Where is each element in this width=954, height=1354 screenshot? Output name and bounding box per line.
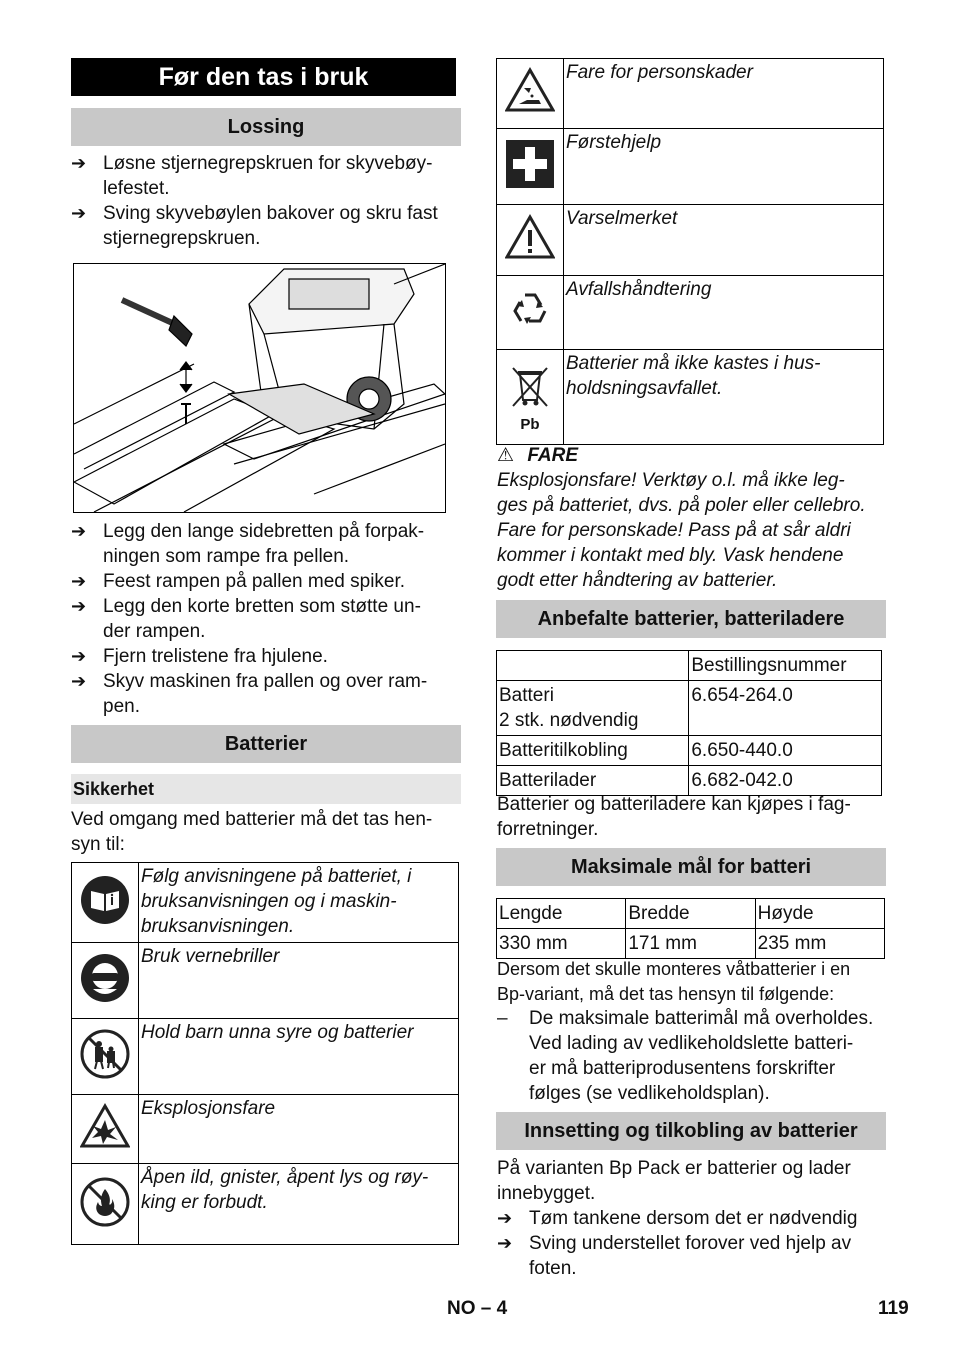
list-item [71,669,461,719]
icon-label: Pb [520,416,540,433]
symbol-row [72,1164,459,1245]
table-cell: 6.654-264.0 [689,681,882,736]
symbol-row [497,205,884,276]
safety-intro: Ved omgang med batterier må det tas hen- syn til: [71,809,433,855]
safety-symbols-table [71,862,459,1245]
table-cell: Batteri 2 stk. nødvendig [497,681,689,736]
table-row [497,766,882,796]
symbol-row [497,129,884,205]
recycle-icon [497,285,563,340]
warning-triangle-icon: ⚠ [497,445,515,466]
symbol-row [497,350,884,445]
list-item [71,151,461,201]
list-item-text: Feest rampen på pallen med spiker. [103,571,406,592]
table-row [497,651,882,681]
section-label: NO – 4 [447,1298,508,1319]
page-title: Før den tas i bruk [71,58,456,96]
manual-book-icon [72,875,138,930]
symbol-text: Fare for personskader [564,59,884,129]
symbol-row [497,59,884,129]
table-cell: Batteritilkobling [497,736,689,766]
table-cell: Bestillingsnummer [689,651,882,681]
first-aid-icon [497,139,563,194]
list-item [71,644,461,669]
table-cell: Høyde [755,899,884,929]
symbol-text: Varselmerket [564,205,884,276]
keep-children-away-icon [72,1029,138,1084]
symbol-text: Følg anvisningene på batteriet, i bruksanvisningen og i maskin- bruksanvisningen. [139,863,459,943]
list-item-text: Tøm tankene dersom det er nødvendig [529,1208,858,1229]
arrow-icon: ➔ [497,1208,513,1228]
table-row [497,736,882,766]
list-item [497,1231,889,1281]
table-cell [497,651,689,681]
arrow-icon: ➔ [71,521,87,541]
heading-maks: Maksimale mål for batteri [496,848,886,886]
symbol-row [72,863,459,943]
arrow-icon: ➔ [71,571,87,591]
table-row [497,899,885,929]
fare-label-row [497,443,578,468]
symbol-text: Avfallshåndtering [564,276,884,350]
dimensions-table [496,898,885,959]
symbol-text: Førstehjelp [564,129,884,205]
table-cell: 6.650-440.0 [689,736,882,766]
heading-batterier: Batterier [71,725,461,763]
list-item-text: Skyv maskinen fra pallen og over ram- pen. [103,671,428,717]
symbol-text: Eksplosjonsfare [139,1095,459,1164]
arrow-icon: ➔ [71,203,87,223]
dash-marker: – [497,1008,508,1029]
fare-label: FARE [527,445,579,466]
heading-sikkerhet: Sikkerhet [71,774,461,804]
crossed-bin-icon [497,362,563,417]
list-item-text: Sving understellet forover ved hjelp av foten. [529,1233,852,1279]
list-item-text: Løsne stjernegrepskruen for skyvebøy- lefestet. [103,153,433,199]
table-cell: Lengde [497,899,626,929]
list-item [71,519,461,569]
safety-goggles-icon [72,953,138,1008]
table-cell: 330 mm [497,929,626,959]
unloading-illustration [73,263,446,513]
parts-table [496,650,882,796]
page-number: 119 [878,1298,909,1319]
heading-anbefalte: Anbefalte batterier, batteriladere [496,600,886,638]
table-cell: 6.682-042.0 [689,766,882,796]
corrosive-hazard-icon [497,66,563,121]
arrow-icon: ➔ [71,596,87,616]
symbol-row [72,1095,459,1164]
explosion-hazard-icon [72,1102,138,1157]
dims-note: Dersom det skulle monteres våtbatterier i en Bp-variant, må det tas hensyn til følgende: [497,959,851,1004]
table-cell: 171 mm [626,929,755,959]
heading-losing: Lossing [71,108,461,146]
parts-note: Batterier og batteriladere kan kjøpes i fag- forretninger. [497,794,851,840]
warning-triangle-icon [497,213,563,268]
list-item [71,594,461,644]
arrow-icon: ➔ [71,646,87,666]
table-cell: 235 mm [755,929,884,959]
list-item [71,569,461,594]
hazard-symbols-table [496,58,884,445]
no-fire-icon [72,1177,138,1232]
innsetting-intro: På varianten Bp Pack er batterier og lader innebygget. [497,1158,851,1204]
arrow-icon: ➔ [71,671,87,691]
symbol-row [72,943,459,1019]
list-item-text: Fjern trelistene fra hjulene. [103,646,328,667]
table-row [497,681,882,736]
list-item [71,201,461,251]
arrow-icon: ➔ [71,153,87,173]
symbol-row [497,276,884,350]
dash-item: – De maksimale batterimål må overholdes. Ved lading av vedlikeholdslette batteri- er må batteriprodusentens forskrifter følges (se vedlikeholdsplan). [497,1008,874,1104]
symbol-text: Bruk vernebriller [139,943,459,1019]
list-item [497,1206,889,1231]
symbol-row [72,1019,459,1095]
symbol-text: Hold barn unna syre og batterier [139,1019,459,1095]
symbol-text: Batterier må ikke kastes i hus- holdsningsavfallet. [564,350,884,445]
heading-innsetting: Innsetting og tilkobling av batterier [496,1112,886,1150]
symbol-text: Åpen ild, gnister, åpent lys og røy- king er forbudt. [139,1164,459,1245]
table-cell: Batterilader [497,766,689,796]
arrow-icon: ➔ [497,1233,513,1253]
list-item-text: Sving skyvebøylen bakover og skru fast stjernegrepskruen. [103,203,438,249]
table-cell: Bredde [626,899,755,929]
list-item-text: Legg den lange sidebretten på forpak- ningen som rampe fra pellen. [103,521,425,567]
table-row [497,929,885,959]
fare-text: Eksplosjonsfare! Verktøy o.l. må ikke leg- ges på batteriet, dvs. på poler eller cellebro. Fare for personskade! Pass på at sår aldri kommer i kontakt med bly. Vask hendene godt etter håndtering av batterier. [497,470,866,591]
list-item-text: Legg den korte bretten som støtte un- der rampen. [103,596,421,642]
